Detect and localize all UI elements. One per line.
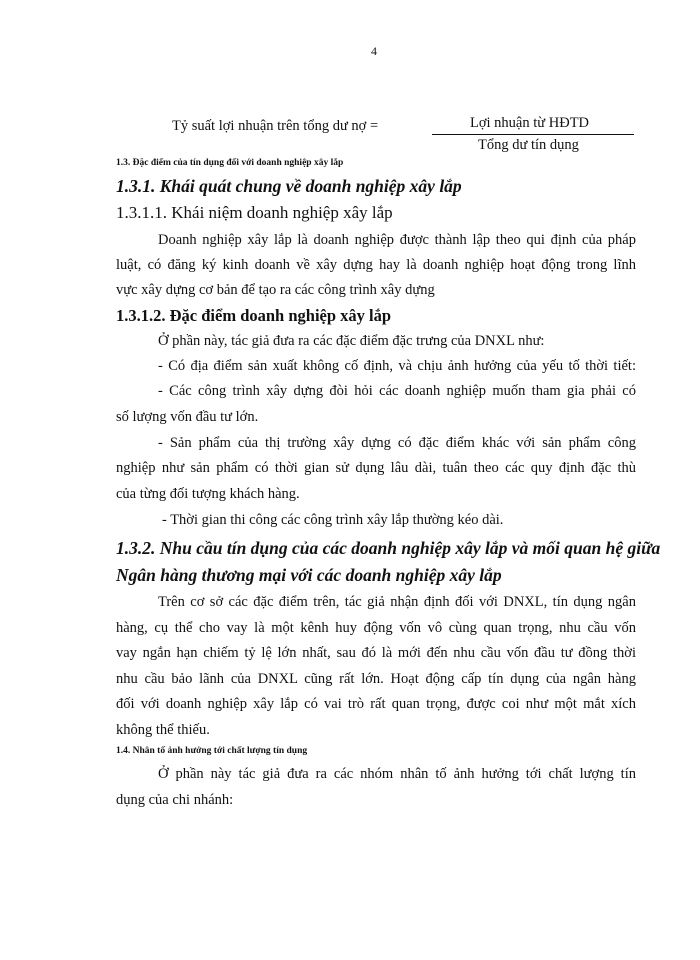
formula-numerator: Lợi nhuận từ HĐTD (470, 115, 590, 131)
paragraph-line: hàng, cụ thể cho vay là một kênh huy động vốn vô cùng quan trọng, nhu cầu vốn (116, 620, 636, 636)
paragraph-line: Ở phần này tác giả đưa ra các nhóm nhân tố ảnh hưởng tới chất lượng tín (158, 766, 636, 782)
paragraph-line: luật, có đăng ký kinh doanh về xây dựng hay là doanh nghiệp hoạt động trong lĩnh (116, 257, 636, 273)
formula-label: Tỷ suất lợi nhuận trên tổng dư nợ = (172, 118, 379, 134)
paragraph-line: đối với doanh nghiệp xây lắp có vai trò rất quan trọng, được coi như một mắt xích (116, 696, 636, 712)
list-item-cont: nghiệp như sản phẩm có thời gian sử dụng lâu dài, tuân theo các quy định đặc thù (116, 460, 636, 476)
heading-1-3-2-line1: 1.3.2. Nhu cầu tín dụng của các doanh nghiệp xây lắp và mối quan hệ giữa (116, 538, 661, 558)
list-item: - Có địa điểm sản xuất không cố định, và chịu ảnh hưởng của yếu tố thời tiết: (158, 358, 636, 374)
heading-1-3-1-2: 1.3.1.2. Đặc điểm doanh nghiệp xây lắp (116, 306, 392, 325)
page-number: 4 (371, 44, 377, 58)
heading-1-3-1: 1.3.1. Khái quát chung về doanh nghiệp xây lắp (116, 176, 462, 196)
paragraph-line: không thể thiếu. (116, 722, 210, 738)
list-item-cont: số lượng vốn đầu tư lớn. (116, 409, 259, 425)
formula-denominator: Tổng dư tín dụng (478, 137, 579, 153)
paragraph-line: vay ngắn hạn chiếm tỷ lệ lớn nhất, sau đó là mới đến nhu cầu vốn đầu tư đồng thời (116, 645, 636, 661)
heading-1-4: 1.4. Nhân tố ảnh hưởng tới chất lượng tín dụng (116, 746, 308, 756)
fraction-line (432, 134, 634, 135)
paragraph-line: dụng của chi nhánh: (116, 792, 234, 808)
heading-1-3: 1.3. Đặc điểm của tín dụng đối với doanh nghiệp xây lắp (116, 158, 344, 168)
list-item: - Sản phẩm của thị trường xây dựng có đặc điểm khác với sản phẩm công (158, 435, 636, 451)
paragraph-line: nhu cầu bảo lãnh của DNXL cũng rất lớn. Hoạt động cấp tín dụng của ngân hàng (116, 671, 636, 687)
paragraph-line: Ở phần này, tác giả đưa ra các đặc điểm đặc trưng của DNXL như: (158, 333, 545, 349)
paragraph-line: vực xây dựng cơ bản để tạo ra các công trình xây dựng (116, 282, 435, 298)
paragraph-line: Doanh nghiệp xây lắp là doanh nghiệp được thành lập theo qui định của pháp (158, 232, 636, 248)
paragraph-line: Trên cơ sở các đặc điểm trên, tác giả nhận định đối với DNXL, tín dụng ngân (158, 594, 636, 610)
list-item-cont: của từng đối tượng khách hàng. (116, 486, 300, 502)
list-item: - Các công trình xây dựng đòi hỏi các doanh nghiệp muốn tham gia phải có (158, 383, 636, 399)
list-item: - Thời gian thi công các công trình xây lắp thường kéo dài. (162, 512, 504, 528)
heading-1-3-1-1: 1.3.1.1. Khái niệm doanh nghiệp xây lắp (116, 203, 393, 222)
heading-1-3-2-line2: Ngân hàng thương mại với các doanh nghiệp xây lắp (116, 565, 502, 585)
